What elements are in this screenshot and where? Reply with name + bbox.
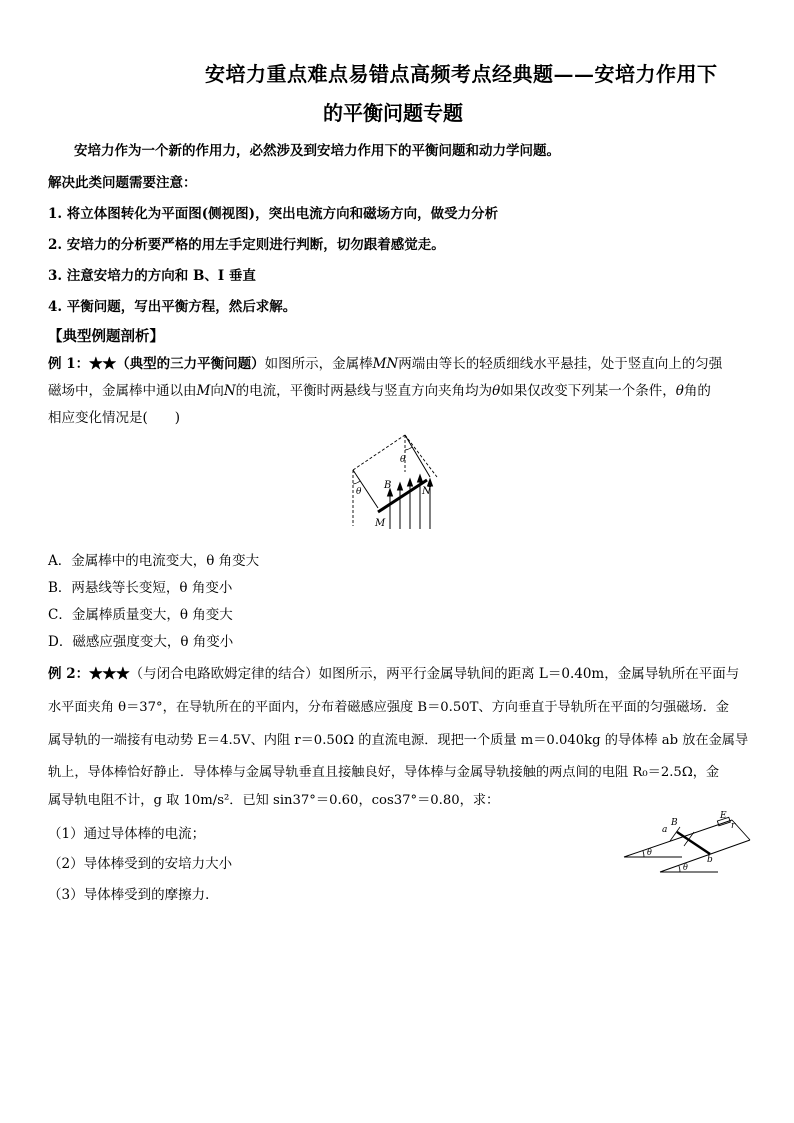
document-title-line-1: 安培力重点难点易错点高频考点经典题——安培力作用下 — [205, 62, 718, 86]
option-c[interactable]: C．金属棒质量变大，θ 角变大 — [48, 607, 233, 623]
question-2: （2）导体棒受到的安培力大小 — [48, 856, 233, 872]
example2-line-3: 属导轨的一端接有电动势 E＝4.5V、内阻 r＝0.50Ω 的直流电源．现把一个质量 m＝0.040kg 的导体棒 ab 放在金属导 — [48, 733, 749, 748]
example1-line2-c: 的电流，平衡时两悬线与竖直方向夹角均为 — [235, 383, 493, 399]
example1-theta-2: θ — [675, 383, 684, 399]
example2-line-5: 属导轨电阻不计，g 取 10m/s²．已知 sin37°＝0.60，cos37°＝0.80，求： — [48, 793, 500, 808]
intro-paragraph: 安培力作为一个新的作用力，必然涉及到安培力作用下的平衡问题和动力学问题。 — [74, 143, 560, 159]
question-3: （3）导体棒受到的摩擦力． — [48, 887, 219, 903]
example2-line-2: 水平面夹角 θ＝37°，在导轨所在的平面内，分布着磁感应强度 B＝0.50T、方向垂直于导轨所在平面的匀强磁场．金 — [48, 700, 729, 715]
figure2-label-B: B — [671, 818, 678, 828]
figure1-label-m: M — [375, 518, 386, 529]
option-d[interactable]: D．磁感应强度变大，θ 角变小 — [48, 634, 234, 650]
example1-mn: MN — [372, 356, 399, 372]
option-b[interactable]: B．两悬线等长变短，θ 角变小 — [48, 580, 233, 596]
figure1-theta-left: θ — [356, 487, 362, 497]
example2-line-1 — [48, 662, 739, 682]
example1-line-2 — [48, 379, 711, 399]
option-a[interactable]: A．金属棒中的电流变大，θ 角变大 — [48, 553, 260, 569]
example1-text-b: 两端由等长的轻质细线水平悬挂，处于竖直向上的匀强 — [398, 356, 723, 372]
example1-figure — [345, 432, 440, 530]
example2-label: 例 2：★★★ — [48, 666, 130, 682]
example2-line-4: 轨上，导体棒恰好静止．导体棒与金属导轨垂直且接触良好，导体棒与金属导轨接触的两点间的电阻 R₀＝2.5Ω，金 — [48, 765, 720, 780]
note-item-1: 1. 将立体图转化为平面图(侧视图)，突出电流方向和磁场方向，做受力分析 — [48, 206, 499, 222]
figure1-label-n: N — [422, 486, 431, 497]
figure2-label-r: r — [731, 821, 736, 831]
figure2-theta-1: θ — [647, 848, 652, 857]
notes-heading: 解决此类问题需要注意： — [48, 175, 197, 191]
note-item-4: 4. 平衡问题，写出平衡方程，然后求解。 — [48, 299, 297, 315]
example2-figure — [622, 810, 752, 876]
figure1-label-b: B — [384, 480, 392, 491]
figure1-theta-right: θ — [400, 455, 406, 465]
example1-n: N — [223, 383, 236, 399]
example1-line2-b: 向 — [210, 383, 224, 399]
rod-ab — [677, 832, 710, 854]
example1-line2-a: 磁场中，金属棒中通以由 — [48, 383, 197, 399]
question-1: （1）通过导体棒的电流； — [48, 826, 206, 842]
figure2-label-E: E — [720, 811, 727, 821]
example1-line2-d: 如果仅改变下列某一个条件， — [500, 383, 676, 399]
example1-text-a: 如图所示，金属棒 — [264, 356, 373, 372]
example1-line-3: 相应变化情况是( ) — [48, 410, 181, 426]
example1-line-1 — [48, 352, 722, 372]
section-heading: 【典型例题剖析】 — [48, 328, 164, 345]
figure2-label-b: b — [707, 855, 713, 865]
note-item-3: 3. 注意安培力的方向和 B、I 垂直 — [48, 268, 256, 284]
example1-label: 例 1：★★（典型的三力平衡问题） — [48, 356, 265, 372]
document-title-line-2: 的平衡问题专题 — [323, 101, 463, 125]
figure2-theta-2: θ — [683, 863, 688, 872]
example1-line2-e: 角的 — [683, 383, 711, 399]
example2-text-1: （与闭合电路欧姆定律的结合）如图所示，两平行金属导轨间的距离 L＝0.40m，金属导轨所在平面与 — [129, 666, 740, 682]
example1-theta-1: θ — [492, 383, 501, 399]
note-item-2: 2. 安培力的分析要严格的用左手定则进行判断，切勿跟着感觉走。 — [48, 237, 445, 253]
figure2-label-a: a — [662, 825, 668, 835]
example1-m: M — [196, 383, 211, 399]
